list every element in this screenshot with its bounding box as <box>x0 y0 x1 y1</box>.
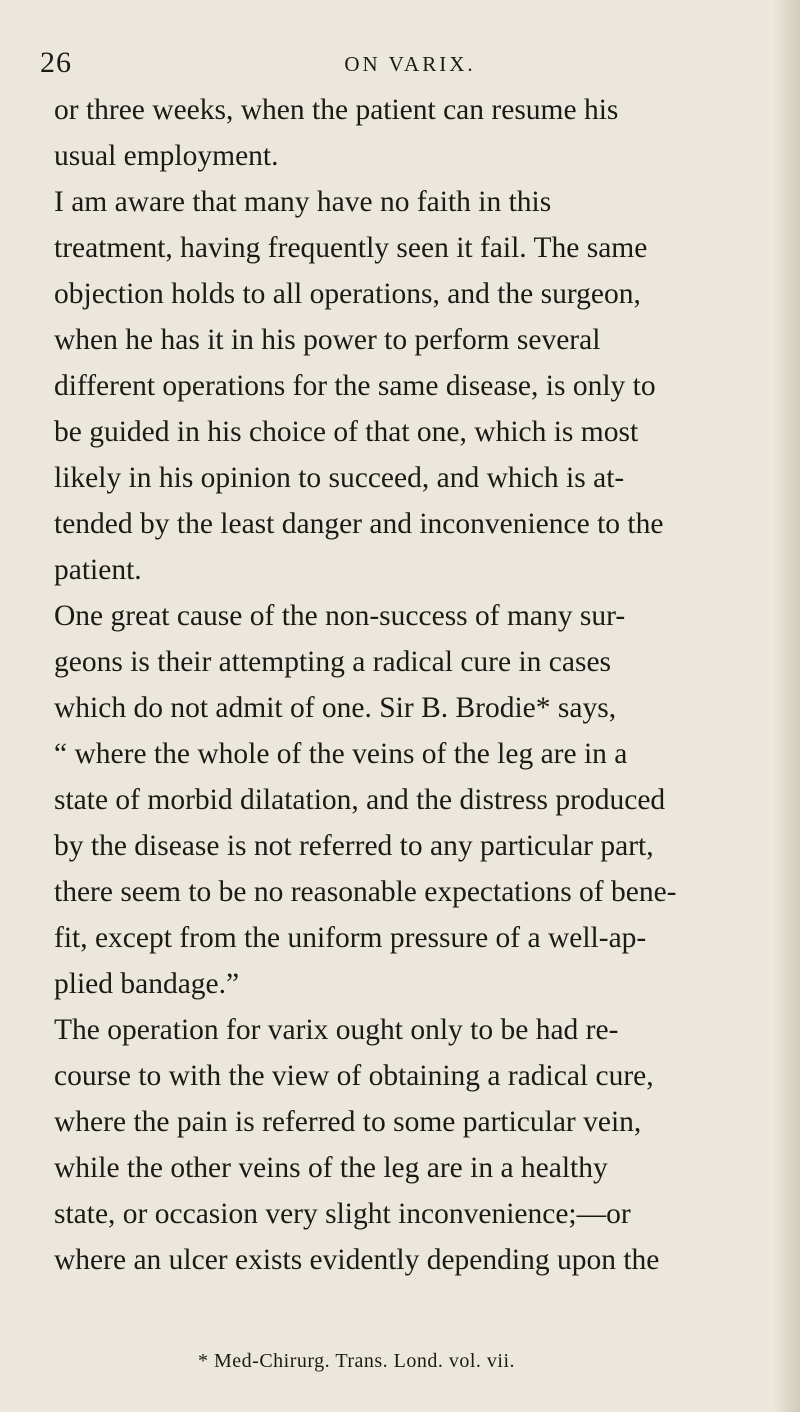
text-line: likely in his opinion to succeed, and which is at- <box>54 462 625 494</box>
text-line: The operation for varix ought only to be had re- <box>54 1014 619 1046</box>
text-line: treatment, having frequently seen it fail. The same <box>54 232 648 264</box>
text-line: usual employment. <box>54 140 279 172</box>
text-line: “ where the whole of the veins of the leg are in a <box>54 738 628 770</box>
footnote: * Med-Chirurg. Trans. Lond. vol. vii. <box>198 1350 516 1372</box>
text-line: course to with the view of obtaining a radical cure, <box>54 1060 654 1092</box>
text-line: patient. <box>54 554 142 586</box>
text-line: fit, except from the uniform pressure of a well-ap- <box>54 922 647 954</box>
running-head: ON VARIX. <box>344 52 476 76</box>
text-line: I am aware that many have no faith in this <box>54 186 552 218</box>
text-line: plied bandage.” <box>54 968 240 1000</box>
text-line: state, or occasion very slight inconvenience;—or <box>54 1198 631 1230</box>
body-text <box>54 92 794 1352</box>
text-line: where an ulcer exists evidently depending upon the <box>54 1244 660 1276</box>
text-line: tended by the least danger and inconvenience to the <box>54 508 664 540</box>
page-number: 26 <box>40 46 72 79</box>
text-line: geons is their attempting a radical cure in cases <box>54 646 612 678</box>
text-line: different operations for the same disease, is only to <box>54 370 656 402</box>
text-line: objection holds to all operations, and the surgeon, <box>54 278 641 310</box>
text-line: or three weeks, when the patient can resume his <box>54 94 619 126</box>
text-line: when he has it in his power to perform several <box>54 324 601 356</box>
text-line: while the other veins of the leg are in a healthy <box>54 1152 608 1184</box>
text-line: which do not admit of one. Sir B. Brodie* says, <box>54 692 617 724</box>
text-line: be guided in his choice of that one, which is most <box>54 416 639 448</box>
text-line: where the pain is referred to some particular vein, <box>54 1106 642 1138</box>
page-header <box>40 38 780 88</box>
text-line: One great cause of the non-success of many sur- <box>54 600 626 632</box>
text-line: by the disease is not referred to any particular part, <box>54 830 654 862</box>
text-line: there seem to be no reasonable expectations of bene- <box>54 876 677 908</box>
text-line: state of morbid dilatation, and the distress produced <box>54 784 666 816</box>
